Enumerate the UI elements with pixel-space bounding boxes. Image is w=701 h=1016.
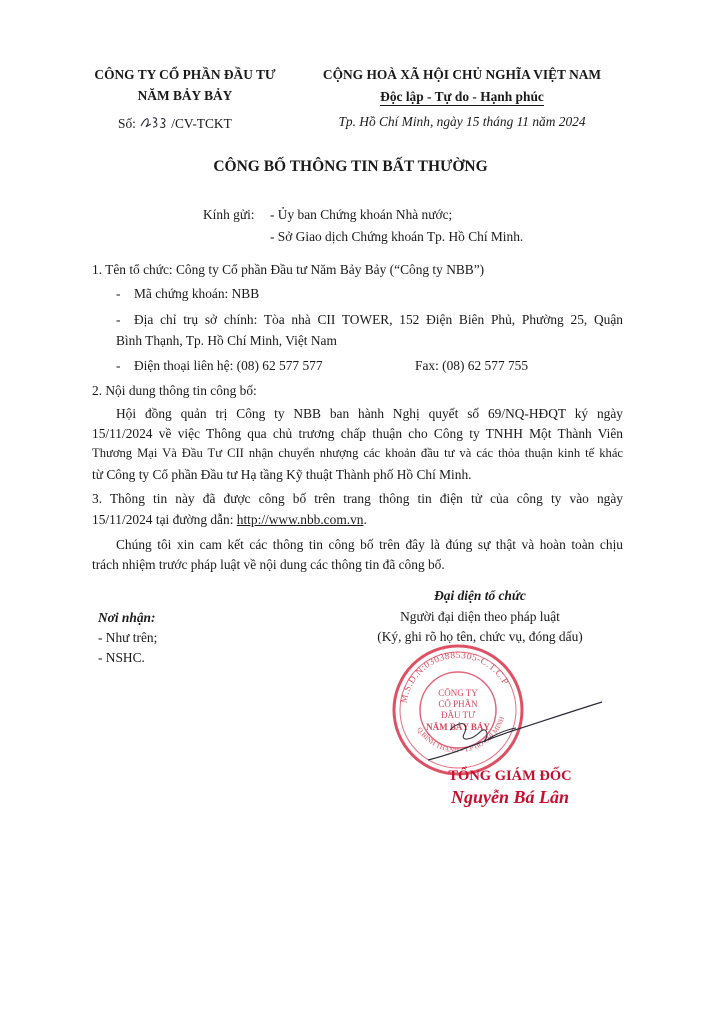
nation-title: CỘNG HOÀ XÃ HỘI CHỦ NGHĨA VIỆT NAM [322,67,602,82]
list-dash: - [116,286,121,301]
doc-number-prefix: Số: [118,116,136,131]
seal-bottom-text: Q.BÌNH THẠNH - T.P HỒ CHÍ MINH [415,715,507,755]
seal-center-line: NĂM BẢY BẢY [426,722,490,732]
address-line2: Bình Thạnh, Tp. Hồ Chí Minh, Việt Nam [116,333,337,348]
section2-para-line: 15/11/2024 về việc Thông qua chủ trương chấp thuận cho Công ty TNHH Một Thành Viên [92,426,623,441]
seal-center-line: CÔNG TY [438,688,478,698]
handwritten-signature-icon [420,690,610,770]
company-name-line2: NĂM BẢY BẢY [137,88,233,103]
doc-number-suffix: /CV-TCKT [171,116,232,131]
list-dash: - [116,312,121,327]
section2-heading: 2. Nội dung thông tin công bố: [92,383,257,398]
receiver-item: - NSHC. [98,650,145,665]
seal-ring-text: M.S.D.N:0303885305-C.T.C.P [399,650,510,705]
document-title: CÔNG BỐ THÔNG TIN BẤT THƯỜNG [213,158,488,175]
representative-title: Đại diện tổ chức [434,588,526,603]
representative-subtitle: Người đại diện theo pháp luật [400,609,560,624]
director-name: Nguyễn Bá Lân [450,787,569,807]
motto-text: Độc lập - Tự do - Hạnh phúc [380,89,544,104]
representative-note: (Ký, ghi rõ họ tên, chức vụ, đóng dấu) [377,629,583,644]
receiver-item: - Như trên; [98,630,158,645]
director-title: TỔNG GIÁM ĐỐC [448,768,572,784]
seal-center-line: ĐẦU TƯ [440,710,476,720]
recipient-item: - Ủy ban Chứng khoán Nhà nước; [270,207,453,222]
handwritten-number-icon [139,114,171,130]
section2-para-line: từ Công ty Cổ phần Đầu tư Hạ tầng Kỹ thuật Thành phố Hồ Chí Minh. [92,467,472,482]
phone: Điện thoại liên hệ: (08) 62 577 577 [134,358,323,373]
commitment-line2: trách nhiệm trước pháp luật về nội dung các thông tin đã công bố. [92,557,445,572]
section2-para-line: Thương Mại Và Đầu Tư CII nhận chuyển nhượng các khoản đầu tư và các thỏa thuận kinh tế khác [92,446,623,460]
date-line: Tp. Hồ Chí Minh, ngày 15 tháng 11 năm 2024 [338,114,586,129]
motto [312,89,612,105]
website-link[interactable]: http://www.nbb.com.vn [236,512,364,527]
section3-line2 [92,512,367,528]
section1-heading: 1. Tên tổ chức: Công ty Cổ phần Đầu tư Năm Bảy Bảy (“Công ty NBB”) [92,262,485,277]
recipients-label: Kính gửi: [203,207,255,222]
list-dash: - [116,358,121,373]
fax: Fax: (08) 62 577 755 [415,358,529,373]
section3-line2-text: 15/11/2024 tại đường dẫn: [92,512,237,527]
doc-number [118,114,232,132]
receivers-label: Nơi nhận: [98,610,156,625]
address-line1: Địa chỉ trụ sở chính: Tòa nhà CII TOWER, 152 Điện Biên Phủ, Phường 25, Quận [134,312,623,327]
company-name-line1: CÔNG TY CỔ PHẦN ĐẦU TƯ [94,67,276,82]
section2-para-line: Hội đồng quản trị Công ty NBB ban hành Nghị quyết số 69/NQ-HĐQT ký ngày [116,406,623,421]
recipient-item: - Sở Giao dịch Chứng khoán Tp. Hồ Chí Minh. [270,229,524,244]
stock-code: Mã chứng khoán: NBB [134,286,260,301]
seal-center-line: CỔ PHẦN [438,699,478,709]
commitment-line1: Chúng tôi xin cam kết các thông tin công bố trên đây là đúng sự thật và hoàn toàn chịu [116,537,623,552]
section3-line2-end: . [363,512,367,527]
section3-line1: 3. Thông tin này đã được công bố trên trang thông tin điện tử của công ty vào ngày [92,491,623,506]
